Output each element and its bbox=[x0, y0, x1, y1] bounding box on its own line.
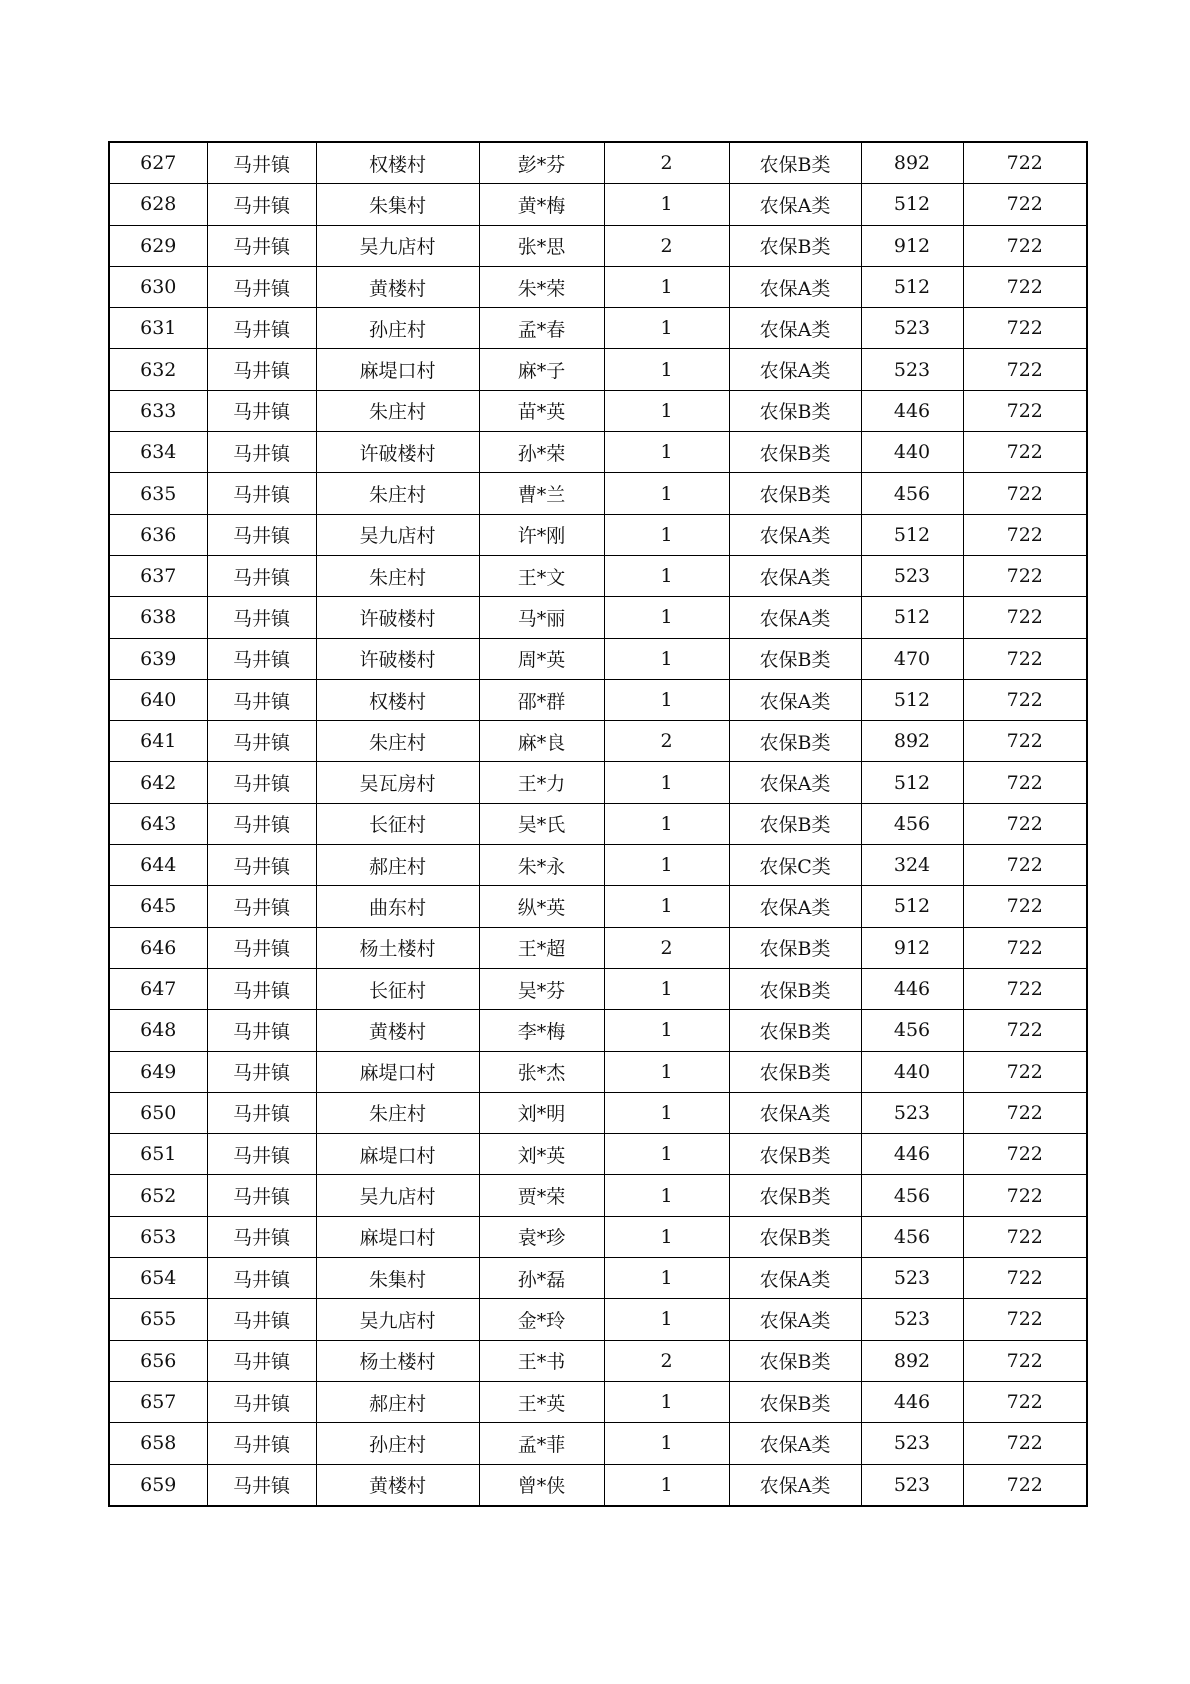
table-row bbox=[109, 390, 1087, 431]
table-row bbox=[109, 473, 1087, 514]
cell-town: 马井镇 bbox=[207, 1381, 316, 1422]
table-row bbox=[109, 308, 1087, 349]
cell-serial-number: 657 bbox=[109, 1381, 207, 1422]
cell-town: 马井镇 bbox=[207, 473, 316, 514]
cell-town: 马井镇 bbox=[207, 803, 316, 844]
cell-standard: 722 bbox=[963, 1051, 1087, 1092]
cell-name: 刘*明 bbox=[479, 1092, 604, 1133]
cell-household-count: 1 bbox=[604, 638, 729, 679]
cell-town: 马井镇 bbox=[207, 597, 316, 638]
cell-standard: 722 bbox=[963, 1423, 1087, 1464]
cell-household-count: 1 bbox=[604, 432, 729, 473]
cell-serial-number: 646 bbox=[109, 927, 207, 968]
cell-amount: 446 bbox=[861, 1134, 963, 1175]
table-row bbox=[109, 349, 1087, 390]
cell-serial-number: 640 bbox=[109, 679, 207, 720]
cell-amount: 912 bbox=[861, 927, 963, 968]
cell-household-count: 1 bbox=[604, 1258, 729, 1299]
cell-town: 马井镇 bbox=[207, 266, 316, 307]
cell-category: 农保A类 bbox=[729, 679, 861, 720]
cell-household-count: 1 bbox=[604, 1216, 729, 1257]
cell-standard: 722 bbox=[963, 721, 1087, 762]
cell-standard: 722 bbox=[963, 1299, 1087, 1340]
cell-category: 农保B类 bbox=[729, 1051, 861, 1092]
cell-name: 邵*群 bbox=[479, 679, 604, 720]
cell-village: 郝庄村 bbox=[316, 845, 479, 886]
cell-amount: 523 bbox=[861, 1423, 963, 1464]
cell-village: 朱集村 bbox=[316, 1258, 479, 1299]
cell-household-count: 2 bbox=[604, 1340, 729, 1381]
cell-household-count: 2 bbox=[604, 927, 729, 968]
cell-category: 农保A类 bbox=[729, 349, 861, 390]
cell-name: 贾*荣 bbox=[479, 1175, 604, 1216]
cell-standard: 722 bbox=[963, 679, 1087, 720]
cell-serial-number: 636 bbox=[109, 514, 207, 555]
table-row bbox=[109, 1258, 1087, 1299]
cell-serial-number: 641 bbox=[109, 721, 207, 762]
table-row bbox=[109, 1175, 1087, 1216]
cell-village: 权楼村 bbox=[316, 142, 479, 184]
cell-serial-number: 634 bbox=[109, 432, 207, 473]
cell-household-count: 2 bbox=[604, 721, 729, 762]
table-row bbox=[109, 555, 1087, 596]
cell-category: 农保A类 bbox=[729, 1092, 861, 1133]
table-row bbox=[109, 721, 1087, 762]
cell-standard: 722 bbox=[963, 1381, 1087, 1422]
cell-name: 王*超 bbox=[479, 927, 604, 968]
cell-serial-number: 658 bbox=[109, 1423, 207, 1464]
cell-serial-number: 648 bbox=[109, 1010, 207, 1051]
table-row bbox=[109, 1134, 1087, 1175]
cell-standard: 722 bbox=[963, 1216, 1087, 1257]
cell-standard: 722 bbox=[963, 968, 1087, 1009]
cell-category: 农保A类 bbox=[729, 555, 861, 596]
cell-standard: 722 bbox=[963, 266, 1087, 307]
cell-household-count: 1 bbox=[604, 349, 729, 390]
cell-town: 马井镇 bbox=[207, 225, 316, 266]
cell-amount: 512 bbox=[861, 514, 963, 555]
cell-household-count: 1 bbox=[604, 1092, 729, 1133]
cell-name: 王*文 bbox=[479, 555, 604, 596]
cell-category: 农保B类 bbox=[729, 142, 861, 184]
cell-village: 麻堤口村 bbox=[316, 1051, 479, 1092]
cell-village: 长征村 bbox=[316, 803, 479, 844]
cell-village: 许破楼村 bbox=[316, 597, 479, 638]
cell-household-count: 1 bbox=[604, 968, 729, 1009]
cell-serial-number: 627 bbox=[109, 142, 207, 184]
cell-town: 马井镇 bbox=[207, 721, 316, 762]
cell-amount: 523 bbox=[861, 1258, 963, 1299]
cell-village: 黄楼村 bbox=[316, 1010, 479, 1051]
cell-standard: 722 bbox=[963, 225, 1087, 266]
cell-village: 孙庄村 bbox=[316, 308, 479, 349]
table-row bbox=[109, 762, 1087, 803]
cell-name: 孟*菲 bbox=[479, 1423, 604, 1464]
cell-village: 权楼村 bbox=[316, 679, 479, 720]
cell-household-count: 1 bbox=[604, 514, 729, 555]
cell-standard: 722 bbox=[963, 473, 1087, 514]
cell-town: 马井镇 bbox=[207, 1051, 316, 1092]
cell-household-count: 1 bbox=[604, 1423, 729, 1464]
table-row bbox=[109, 184, 1087, 225]
cell-household-count: 2 bbox=[604, 225, 729, 266]
table-row bbox=[109, 1216, 1087, 1257]
cell-town: 马井镇 bbox=[207, 1423, 316, 1464]
cell-serial-number: 645 bbox=[109, 886, 207, 927]
cell-serial-number: 635 bbox=[109, 473, 207, 514]
cell-amount: 456 bbox=[861, 803, 963, 844]
cell-household-count: 1 bbox=[604, 184, 729, 225]
cell-category: 农保B类 bbox=[729, 432, 861, 473]
table-row bbox=[109, 597, 1087, 638]
cell-household-count: 1 bbox=[604, 1464, 729, 1506]
cell-village: 黄楼村 bbox=[316, 1464, 479, 1506]
cell-category: 农保A类 bbox=[729, 1464, 861, 1506]
cell-category: 农保A类 bbox=[729, 1258, 861, 1299]
cell-serial-number: 652 bbox=[109, 1175, 207, 1216]
table-row bbox=[109, 514, 1087, 555]
cell-standard: 722 bbox=[963, 803, 1087, 844]
cell-amount: 523 bbox=[861, 349, 963, 390]
cell-village: 吴瓦房村 bbox=[316, 762, 479, 803]
cell-amount: 512 bbox=[861, 597, 963, 638]
table-row bbox=[109, 1092, 1087, 1133]
cell-village: 吴九店村 bbox=[316, 514, 479, 555]
cell-category: 农保B类 bbox=[729, 473, 861, 514]
table-row bbox=[109, 845, 1087, 886]
cell-serial-number: 656 bbox=[109, 1340, 207, 1381]
cell-standard: 722 bbox=[963, 432, 1087, 473]
cell-name: 张*思 bbox=[479, 225, 604, 266]
cell-town: 马井镇 bbox=[207, 514, 316, 555]
cell-standard: 722 bbox=[963, 1092, 1087, 1133]
cell-amount: 324 bbox=[861, 845, 963, 886]
cell-household-count: 1 bbox=[604, 845, 729, 886]
cell-household-count: 1 bbox=[604, 803, 729, 844]
cell-amount: 512 bbox=[861, 266, 963, 307]
cell-village: 吴九店村 bbox=[316, 1175, 479, 1216]
cell-category: 农保B类 bbox=[729, 1134, 861, 1175]
cell-town: 马井镇 bbox=[207, 638, 316, 679]
cell-town: 马井镇 bbox=[207, 927, 316, 968]
cell-category: 农保A类 bbox=[729, 308, 861, 349]
cell-category: 农保B类 bbox=[729, 1381, 861, 1422]
cell-village: 朱庄村 bbox=[316, 390, 479, 431]
cell-village: 麻堤口村 bbox=[316, 349, 479, 390]
cell-town: 马井镇 bbox=[207, 1092, 316, 1133]
cell-serial-number: 637 bbox=[109, 555, 207, 596]
cell-amount: 470 bbox=[861, 638, 963, 679]
cell-name: 孙*荣 bbox=[479, 432, 604, 473]
cell-category: 农保B类 bbox=[729, 390, 861, 431]
table-row bbox=[109, 225, 1087, 266]
cell-name: 袁*珍 bbox=[479, 1216, 604, 1257]
cell-village: 长征村 bbox=[316, 968, 479, 1009]
cell-household-count: 1 bbox=[604, 473, 729, 514]
table-row bbox=[109, 1051, 1087, 1092]
cell-village: 孙庄村 bbox=[316, 1423, 479, 1464]
cell-name: 张*杰 bbox=[479, 1051, 604, 1092]
table-row bbox=[109, 1340, 1087, 1381]
cell-serial-number: 654 bbox=[109, 1258, 207, 1299]
table-row bbox=[109, 886, 1087, 927]
cell-name: 曹*兰 bbox=[479, 473, 604, 514]
cell-name: 王*力 bbox=[479, 762, 604, 803]
cell-village: 朱庄村 bbox=[316, 473, 479, 514]
cell-category: 农保B类 bbox=[729, 1010, 861, 1051]
cell-name: 孟*春 bbox=[479, 308, 604, 349]
cell-town: 马井镇 bbox=[207, 555, 316, 596]
cell-name: 朱*荣 bbox=[479, 266, 604, 307]
cell-serial-number: 629 bbox=[109, 225, 207, 266]
cell-household-count: 1 bbox=[604, 679, 729, 720]
cell-serial-number: 631 bbox=[109, 308, 207, 349]
cell-name: 苗*英 bbox=[479, 390, 604, 431]
cell-name: 吴*芬 bbox=[479, 968, 604, 1009]
cell-village: 杨土楼村 bbox=[316, 1340, 479, 1381]
table-row bbox=[109, 968, 1087, 1009]
cell-standard: 722 bbox=[963, 597, 1087, 638]
cell-category: 农保B类 bbox=[729, 968, 861, 1009]
cell-amount: 892 bbox=[861, 1340, 963, 1381]
cell-standard: 722 bbox=[963, 1340, 1087, 1381]
cell-amount: 512 bbox=[861, 886, 963, 927]
table-row bbox=[109, 1299, 1087, 1340]
cell-village: 吴九店村 bbox=[316, 1299, 479, 1340]
cell-category: 农保C类 bbox=[729, 845, 861, 886]
cell-category: 农保B类 bbox=[729, 927, 861, 968]
cell-village: 朱庄村 bbox=[316, 721, 479, 762]
cell-standard: 722 bbox=[963, 514, 1087, 555]
cell-village: 吴九店村 bbox=[316, 225, 479, 266]
cell-name: 孙*磊 bbox=[479, 1258, 604, 1299]
cell-category: 农保A类 bbox=[729, 184, 861, 225]
cell-amount: 912 bbox=[861, 225, 963, 266]
cell-name: 周*英 bbox=[479, 638, 604, 679]
cell-village: 麻堤口村 bbox=[316, 1134, 479, 1175]
cell-village: 许破楼村 bbox=[316, 638, 479, 679]
cell-name: 麻*子 bbox=[479, 349, 604, 390]
cell-town: 马井镇 bbox=[207, 390, 316, 431]
cell-serial-number: 639 bbox=[109, 638, 207, 679]
cell-amount: 512 bbox=[861, 679, 963, 720]
cell-amount: 456 bbox=[861, 473, 963, 514]
cell-village: 朱庄村 bbox=[316, 555, 479, 596]
cell-town: 马井镇 bbox=[207, 968, 316, 1009]
cell-village: 郝庄村 bbox=[316, 1381, 479, 1422]
cell-amount: 440 bbox=[861, 432, 963, 473]
cell-category: 农保B类 bbox=[729, 1340, 861, 1381]
cell-village: 黄楼村 bbox=[316, 266, 479, 307]
cell-village: 朱庄村 bbox=[316, 1092, 479, 1133]
cell-serial-number: 632 bbox=[109, 349, 207, 390]
cell-serial-number: 650 bbox=[109, 1092, 207, 1133]
cell-amount: 523 bbox=[861, 1092, 963, 1133]
roster-table bbox=[108, 141, 1088, 1507]
roster-body bbox=[109, 142, 1087, 1506]
cell-name: 黄*梅 bbox=[479, 184, 604, 225]
cell-town: 马井镇 bbox=[207, 1175, 316, 1216]
cell-name: 刘*英 bbox=[479, 1134, 604, 1175]
cell-serial-number: 633 bbox=[109, 390, 207, 431]
cell-category: 农保A类 bbox=[729, 1299, 861, 1340]
cell-category: 农保A类 bbox=[729, 266, 861, 307]
cell-town: 马井镇 bbox=[207, 845, 316, 886]
cell-town: 马井镇 bbox=[207, 432, 316, 473]
table-row bbox=[109, 679, 1087, 720]
cell-household-count: 1 bbox=[604, 555, 729, 596]
cell-village: 朱集村 bbox=[316, 184, 479, 225]
cell-standard: 722 bbox=[963, 1175, 1087, 1216]
cell-amount: 512 bbox=[861, 762, 963, 803]
table-row bbox=[109, 142, 1087, 184]
cell-town: 马井镇 bbox=[207, 349, 316, 390]
table-row bbox=[109, 1464, 1087, 1506]
cell-serial-number: 649 bbox=[109, 1051, 207, 1092]
cell-village: 曲东村 bbox=[316, 886, 479, 927]
cell-category: 农保A类 bbox=[729, 597, 861, 638]
cell-town: 马井镇 bbox=[207, 886, 316, 927]
cell-household-count: 1 bbox=[604, 266, 729, 307]
cell-name: 金*玲 bbox=[479, 1299, 604, 1340]
cell-amount: 523 bbox=[861, 1464, 963, 1506]
cell-amount: 446 bbox=[861, 1381, 963, 1422]
table-row bbox=[109, 638, 1087, 679]
cell-town: 马井镇 bbox=[207, 1010, 316, 1051]
cell-category: 农保A类 bbox=[729, 1423, 861, 1464]
cell-household-count: 1 bbox=[604, 886, 729, 927]
cell-standard: 722 bbox=[963, 349, 1087, 390]
cell-serial-number: 659 bbox=[109, 1464, 207, 1506]
cell-household-count: 1 bbox=[604, 1051, 729, 1092]
cell-standard: 722 bbox=[963, 390, 1087, 431]
cell-town: 马井镇 bbox=[207, 142, 316, 184]
cell-standard: 722 bbox=[963, 886, 1087, 927]
cell-serial-number: 642 bbox=[109, 762, 207, 803]
cell-town: 马井镇 bbox=[207, 1134, 316, 1175]
cell-household-count: 1 bbox=[604, 1010, 729, 1051]
cell-village: 杨土楼村 bbox=[316, 927, 479, 968]
cell-category: 农保A类 bbox=[729, 514, 861, 555]
cell-name: 朱*永 bbox=[479, 845, 604, 886]
cell-serial-number: 653 bbox=[109, 1216, 207, 1257]
cell-name: 纵*英 bbox=[479, 886, 604, 927]
cell-category: 农保B类 bbox=[729, 803, 861, 844]
cell-standard: 722 bbox=[963, 927, 1087, 968]
cell-category: 农保B类 bbox=[729, 638, 861, 679]
cell-standard: 722 bbox=[963, 1258, 1087, 1299]
table-row bbox=[109, 927, 1087, 968]
cell-town: 马井镇 bbox=[207, 1216, 316, 1257]
cell-category: 农保A类 bbox=[729, 762, 861, 803]
table-row bbox=[109, 266, 1087, 307]
cell-amount: 523 bbox=[861, 1299, 963, 1340]
cell-town: 马井镇 bbox=[207, 762, 316, 803]
cell-standard: 722 bbox=[963, 1464, 1087, 1506]
cell-household-count: 1 bbox=[604, 1175, 729, 1216]
cell-serial-number: 651 bbox=[109, 1134, 207, 1175]
table-row bbox=[109, 803, 1087, 844]
cell-category: 农保B类 bbox=[729, 225, 861, 266]
cell-name: 彭*芬 bbox=[479, 142, 604, 184]
cell-household-count: 1 bbox=[604, 1381, 729, 1422]
cell-village: 许破楼村 bbox=[316, 432, 479, 473]
cell-name: 王*书 bbox=[479, 1340, 604, 1381]
cell-amount: 512 bbox=[861, 184, 963, 225]
cell-town: 马井镇 bbox=[207, 1258, 316, 1299]
cell-serial-number: 638 bbox=[109, 597, 207, 638]
cell-standard: 722 bbox=[963, 555, 1087, 596]
cell-standard: 722 bbox=[963, 638, 1087, 679]
cell-amount: 440 bbox=[861, 1051, 963, 1092]
cell-amount: 523 bbox=[861, 308, 963, 349]
cell-household-count: 1 bbox=[604, 1299, 729, 1340]
cell-amount: 446 bbox=[861, 968, 963, 1009]
cell-serial-number: 630 bbox=[109, 266, 207, 307]
cell-amount: 456 bbox=[861, 1216, 963, 1257]
cell-standard: 722 bbox=[963, 1010, 1087, 1051]
cell-standard: 722 bbox=[963, 142, 1087, 184]
table-row bbox=[109, 1010, 1087, 1051]
cell-serial-number: 628 bbox=[109, 184, 207, 225]
table-row bbox=[109, 432, 1087, 473]
table-row bbox=[109, 1381, 1087, 1422]
cell-serial-number: 655 bbox=[109, 1299, 207, 1340]
cell-town: 马井镇 bbox=[207, 679, 316, 720]
cell-town: 马井镇 bbox=[207, 1464, 316, 1506]
cell-name: 麻*良 bbox=[479, 721, 604, 762]
cell-household-count: 2 bbox=[604, 142, 729, 184]
cell-name: 曾*侠 bbox=[479, 1464, 604, 1506]
cell-standard: 722 bbox=[963, 845, 1087, 886]
cell-amount: 456 bbox=[861, 1175, 963, 1216]
cell-standard: 722 bbox=[963, 308, 1087, 349]
cell-household-count: 1 bbox=[604, 1134, 729, 1175]
cell-name: 吴*氏 bbox=[479, 803, 604, 844]
cell-name: 马*丽 bbox=[479, 597, 604, 638]
cell-village: 麻堤口村 bbox=[316, 1216, 479, 1257]
cell-household-count: 1 bbox=[604, 308, 729, 349]
cell-household-count: 1 bbox=[604, 597, 729, 638]
cell-household-count: 1 bbox=[604, 390, 729, 431]
cell-standard: 722 bbox=[963, 184, 1087, 225]
cell-amount: 456 bbox=[861, 1010, 963, 1051]
cell-category: 农保B类 bbox=[729, 1216, 861, 1257]
cell-category: 农保A类 bbox=[729, 886, 861, 927]
cell-amount: 523 bbox=[861, 555, 963, 596]
cell-standard: 722 bbox=[963, 762, 1087, 803]
cell-amount: 446 bbox=[861, 390, 963, 431]
cell-town: 马井镇 bbox=[207, 184, 316, 225]
cell-name: 许*刚 bbox=[479, 514, 604, 555]
table-row bbox=[109, 1423, 1087, 1464]
cell-name: 李*梅 bbox=[479, 1010, 604, 1051]
cell-serial-number: 644 bbox=[109, 845, 207, 886]
cell-category: 农保B类 bbox=[729, 721, 861, 762]
cell-town: 马井镇 bbox=[207, 1299, 316, 1340]
cell-household-count: 1 bbox=[604, 762, 729, 803]
cell-town: 马井镇 bbox=[207, 1340, 316, 1381]
cell-standard: 722 bbox=[963, 1134, 1087, 1175]
cell-amount: 892 bbox=[861, 721, 963, 762]
cell-serial-number: 643 bbox=[109, 803, 207, 844]
cell-name: 王*英 bbox=[479, 1381, 604, 1422]
cell-serial-number: 647 bbox=[109, 968, 207, 1009]
cell-town: 马井镇 bbox=[207, 308, 316, 349]
cell-category: 农保B类 bbox=[729, 1175, 861, 1216]
cell-amount: 892 bbox=[861, 142, 963, 184]
